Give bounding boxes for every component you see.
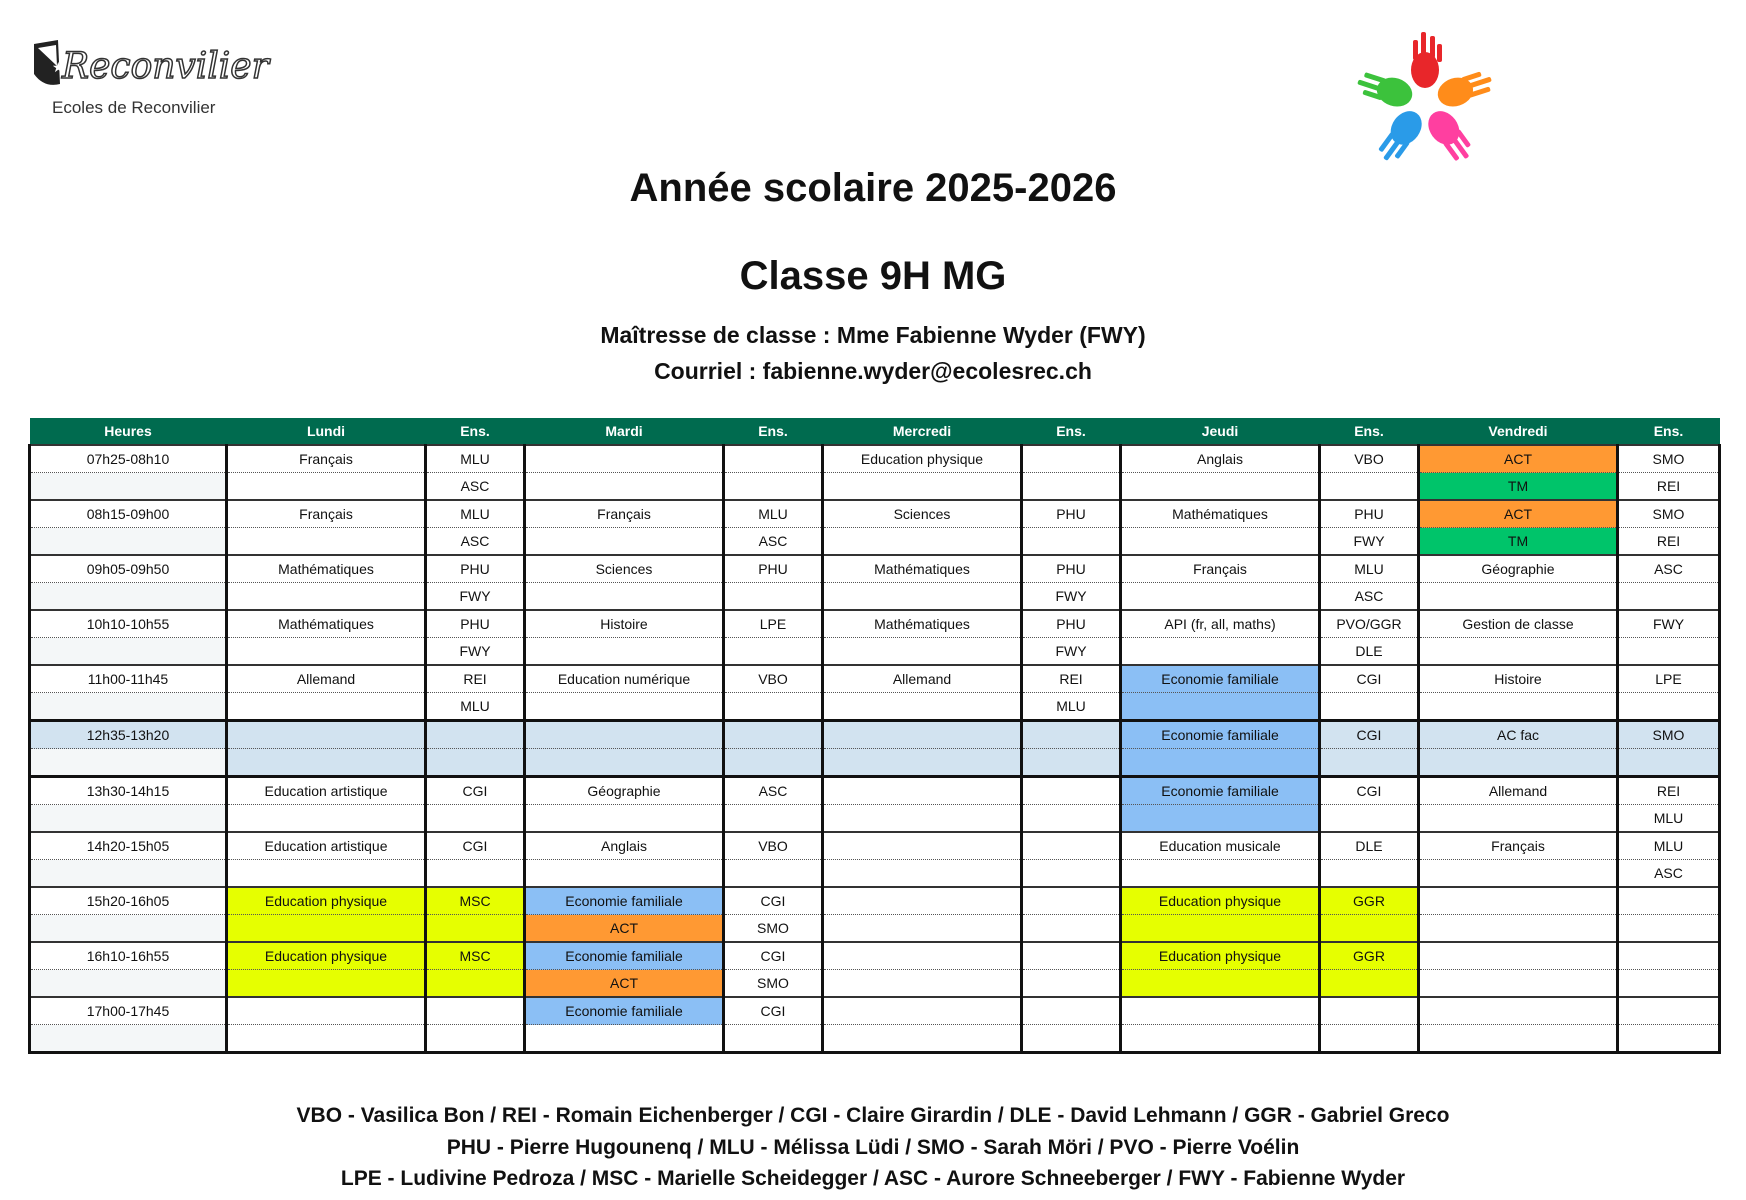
teacher-cell: PHU (1022, 610, 1121, 638)
subject-cell (1419, 970, 1618, 998)
teacher-cell (1320, 749, 1419, 777)
time-slot: 08h15-09h00 (30, 500, 227, 528)
subject-cell: Education artistique (227, 832, 426, 860)
subject-cell (823, 997, 1022, 1025)
teacher-legend-line-1: VBO - Vasilica Bon / REI - Romain Eichenberger / CGI - Claire Girardin / DLE - David Lehmann / GGR - Gabriel Greco (296, 1104, 1450, 1127)
teacher-cell (1022, 473, 1121, 501)
column-header: Jeudi (1121, 418, 1320, 445)
teacher-cell: REI (426, 665, 525, 693)
time-slot: 11h00-11h45 (30, 665, 227, 693)
teacher-cell: FWY (426, 638, 525, 666)
teacher-cell: ASC (1618, 555, 1720, 583)
subject-cell (823, 749, 1022, 777)
subject-cell (1121, 638, 1320, 666)
teacher-cell: MSC (426, 887, 525, 915)
teacher-cell: ASC (724, 777, 823, 805)
subject-cell: AC fac (1419, 721, 1618, 749)
subject-cell: Education physique (1121, 942, 1320, 970)
reconvilier-crest-icon (30, 26, 269, 96)
teacher-cell (1618, 583, 1720, 611)
teacher-email: Courriel : fabienne.wyder@ecolesrec.ch (654, 358, 1092, 384)
subject-cell: Economie familiale (1121, 721, 1320, 749)
timetable-row (30, 610, 1720, 638)
subject-cell (1121, 1025, 1320, 1053)
teacher-cell: MLU (426, 445, 525, 473)
teacher-cell: CGI (1320, 665, 1419, 693)
subject-cell: Géographie (1419, 555, 1618, 583)
subject-cell (1419, 860, 1618, 888)
subject-cell: Mathématiques (227, 610, 426, 638)
subject-cell (227, 528, 426, 556)
subject-cell (1419, 749, 1618, 777)
subject-cell (525, 721, 724, 749)
subject-cell: Economie familiale (525, 887, 724, 915)
subject-cell: TM (1419, 528, 1618, 556)
subject-cell: Sciences (823, 500, 1022, 528)
time-slot (30, 638, 227, 666)
time-slot (30, 693, 227, 721)
subject-cell (1121, 805, 1320, 833)
subject-cell: ACT (1419, 445, 1618, 473)
teacher-cell: ASC (1320, 583, 1419, 611)
teacher-cell (724, 445, 823, 473)
subject-cell: Anglais (1121, 445, 1320, 473)
subject-cell (525, 473, 724, 501)
timetable-row (30, 997, 1720, 1025)
time-slot: 16h10-16h55 (30, 942, 227, 970)
time-slot (30, 970, 227, 998)
teacher-cell: SMO (724, 915, 823, 943)
timetable-row (30, 805, 1720, 833)
teacher-legend-line-3: LPE - Ludivine Pedroza / MSC - Marielle Scheidegger / ASC - Aurore Schneeberger / FWY - Fabienne Wyder (340, 1167, 1406, 1190)
teacher-cell: CGI (724, 997, 823, 1025)
teacher-cell (724, 473, 823, 501)
subject-cell (1419, 805, 1618, 833)
teacher-cell (1022, 1025, 1121, 1053)
teacher-cell (1320, 693, 1419, 721)
subject-cell: ACT (1419, 500, 1618, 528)
timetable-row (30, 473, 1720, 501)
subject-cell: Histoire (525, 610, 724, 638)
teacher-cell: FWY (1022, 638, 1121, 666)
hands-logo (1358, 24, 1493, 184)
timetable-row (30, 942, 1720, 970)
teacher-cell (1618, 915, 1720, 943)
subject-cell (1121, 583, 1320, 611)
column-header: Mardi (525, 418, 724, 445)
subject-cell: Education physique (823, 445, 1022, 473)
teacher-cell (1022, 805, 1121, 833)
subject-cell: Gestion de classe (1419, 610, 1618, 638)
subject-cell: Education musicale (1121, 832, 1320, 860)
teacher-cell: LPE (724, 610, 823, 638)
svg-text:Reconvilier: Reconvilier (62, 46, 269, 87)
teacher-cell: SMO (724, 970, 823, 998)
time-slot (30, 583, 227, 611)
teacher-cell (1022, 997, 1121, 1025)
teacher-cell: MLU (724, 500, 823, 528)
time-slot: 13h30-14h15 (30, 777, 227, 805)
time-slot (30, 1025, 227, 1053)
subject-cell: TM (1419, 473, 1618, 501)
subject-cell: Français (227, 500, 426, 528)
timetable-row (30, 500, 1720, 528)
subject-cell (1419, 997, 1618, 1025)
subject-cell: Allemand (1419, 777, 1618, 805)
subject-cell (525, 693, 724, 721)
timetable-row (30, 665, 1720, 693)
teacher-cell (1320, 805, 1419, 833)
subject-cell: Education artistique (227, 777, 426, 805)
teacher-cell (426, 970, 525, 998)
teacher-cell: DLE (1320, 832, 1419, 860)
subject-cell (1419, 693, 1618, 721)
subject-cell (525, 805, 724, 833)
teacher-cell: GGR (1320, 887, 1419, 915)
subject-cell: Mathématiques (823, 610, 1022, 638)
teacher-cell (1022, 915, 1121, 943)
teacher-cell: MSC (426, 942, 525, 970)
subject-cell: ACT (525, 915, 724, 943)
teacher-cell (426, 805, 525, 833)
subject-cell (823, 583, 1022, 611)
subject-cell: Economie familiale (525, 997, 724, 1025)
subject-cell (227, 860, 426, 888)
subject-cell (525, 860, 724, 888)
subject-cell: Sciences (525, 555, 724, 583)
subject-cell (227, 693, 426, 721)
subject-cell (1419, 942, 1618, 970)
svg-text:★: ★ (52, 59, 65, 75)
timetable-row (30, 1025, 1720, 1053)
subject-cell (227, 473, 426, 501)
subject-cell (227, 749, 426, 777)
subject-cell (823, 887, 1022, 915)
subject-cell (227, 997, 426, 1025)
subject-cell: Economie familiale (525, 942, 724, 970)
subject-cell: Allemand (227, 665, 426, 693)
subject-cell: Education physique (227, 887, 426, 915)
subject-cell (227, 1025, 426, 1053)
teacher-cell: LPE (1618, 665, 1720, 693)
teacher-cell: ASC (724, 528, 823, 556)
subject-cell (1419, 887, 1618, 915)
teacher-legend-line-2: PHU - Pierre Hugounenq / MLU - Mélissa Lüdi / SMO - Sarah Möri / PVO - Pierre Voélin (446, 1136, 1300, 1159)
teacher-cell (1320, 1025, 1419, 1053)
subject-cell (823, 777, 1022, 805)
timetable-row (30, 721, 1720, 749)
subject-cell: Economie familiale (1121, 777, 1320, 805)
teacher-cell: CGI (1320, 721, 1419, 749)
teacher-cell (426, 915, 525, 943)
timetable-row (30, 445, 1720, 473)
teacher-cell: PVO/GGR (1320, 610, 1419, 638)
subject-cell (1121, 749, 1320, 777)
subject-cell: Economie familiale (1121, 665, 1320, 693)
subject-cell (227, 638, 426, 666)
teacher-cell: DLE (1320, 638, 1419, 666)
timetable-row (30, 638, 1720, 666)
timetable-row (30, 777, 1720, 805)
subject-cell (1121, 915, 1320, 943)
teacher-cell (724, 693, 823, 721)
teacher-cell (1022, 445, 1121, 473)
teacher-cell: PHU (1320, 500, 1419, 528)
teacher-cell: FWY (426, 583, 525, 611)
reconvilier-logo (30, 26, 269, 126)
subject-cell (227, 970, 426, 998)
teacher-cell (426, 997, 525, 1025)
teacher-cell: GGR (1320, 942, 1419, 970)
subject-cell (1419, 1025, 1618, 1053)
subject-cell (1419, 583, 1618, 611)
subject-cell: Education physique (1121, 887, 1320, 915)
time-slot: 15h20-16h05 (30, 887, 227, 915)
subject-cell (823, 721, 1022, 749)
teacher-cell (724, 721, 823, 749)
subject-cell (525, 583, 724, 611)
teacher-cell (426, 1025, 525, 1053)
teacher-cell: VBO (724, 832, 823, 860)
teacher-cell (1022, 887, 1121, 915)
teacher-cell: CGI (426, 832, 525, 860)
subject-cell (227, 915, 426, 943)
timetable-row (30, 749, 1720, 777)
teacher-cell: FWY (1022, 583, 1121, 611)
subject-cell (823, 832, 1022, 860)
teacher-cell (1618, 638, 1720, 666)
subject-cell (823, 693, 1022, 721)
timetable-row (30, 970, 1720, 998)
time-slot (30, 860, 227, 888)
teacher-cell (1320, 473, 1419, 501)
teacher-cell (1618, 693, 1720, 721)
teacher-cell (1320, 860, 1419, 888)
teacher-cell (1618, 887, 1720, 915)
subject-cell: Géographie (525, 777, 724, 805)
subject-cell: Histoire (1419, 665, 1618, 693)
subject-cell: Français (227, 445, 426, 473)
teacher-cell (724, 1025, 823, 1053)
subject-cell (1121, 970, 1320, 998)
teacher-cell: FWY (1320, 528, 1419, 556)
teacher-cell: MLU (426, 693, 525, 721)
teacher-cell: SMO (1618, 721, 1720, 749)
time-slot: 07h25-08h10 (30, 445, 227, 473)
subject-cell (525, 749, 724, 777)
school-year-title: Année scolaire 2025-2026 (629, 166, 1117, 210)
column-header: Ens. (426, 418, 525, 445)
subject-cell: Mathématiques (823, 555, 1022, 583)
teacher-cell (1022, 832, 1121, 860)
teacher-cell: MLU (1618, 832, 1720, 860)
teacher-cell (1022, 970, 1121, 998)
teacher-cell (426, 860, 525, 888)
teacher-cell: ASC (426, 473, 525, 501)
timetable-row (30, 693, 1720, 721)
subject-cell (823, 970, 1022, 998)
subject-cell (227, 721, 426, 749)
school-name: Ecoles de Reconvilier (52, 98, 216, 117)
teacher-cell (426, 749, 525, 777)
timetable-row (30, 860, 1720, 888)
column-header: Ens. (724, 418, 823, 445)
subject-cell: Français (1419, 832, 1618, 860)
subject-cell (823, 1025, 1022, 1053)
subject-cell (823, 805, 1022, 833)
subject-cell (823, 915, 1022, 943)
subject-cell (525, 528, 724, 556)
teacher-cell: VBO (1320, 445, 1419, 473)
teacher-cell (1022, 942, 1121, 970)
subject-cell: Mathématiques (1121, 500, 1320, 528)
column-header: Ens. (1022, 418, 1121, 445)
subject-cell (1121, 693, 1320, 721)
subject-cell (227, 805, 426, 833)
teacher-cell (724, 805, 823, 833)
column-header: Heures (30, 418, 227, 445)
class-title: Classe 9H MG (739, 254, 1007, 298)
teacher-cell: ASC (426, 528, 525, 556)
teacher-cell (1022, 721, 1121, 749)
subject-cell (227, 583, 426, 611)
teacher-cell (1022, 528, 1121, 556)
subject-cell: Français (525, 500, 724, 528)
subject-cell (525, 445, 724, 473)
time-slot: 10h10-10h55 (30, 610, 227, 638)
teacher-cell (1320, 997, 1419, 1025)
teacher-cell (1618, 942, 1720, 970)
time-slot (30, 473, 227, 501)
teacher-cell (1022, 749, 1121, 777)
column-header: Vendredi (1419, 418, 1618, 445)
teacher-cell: FWY (1618, 610, 1720, 638)
time-slot (30, 528, 227, 556)
teacher-cell (724, 638, 823, 666)
teacher-cell: VBO (724, 665, 823, 693)
teacher-cell: PHU (426, 610, 525, 638)
teacher-cell: REI (1618, 777, 1720, 805)
teacher-cell: CGI (1320, 777, 1419, 805)
timetable-row (30, 915, 1720, 943)
time-slot: 12h35-13h20 (30, 721, 227, 749)
time-slot: 14h20-15h05 (30, 832, 227, 860)
teacher-cell (1022, 860, 1121, 888)
subject-cell: Allemand (823, 665, 1022, 693)
subject-cell (1121, 473, 1320, 501)
subject-cell (823, 473, 1022, 501)
teacher-cell: PHU (426, 555, 525, 583)
teacher-cell (1618, 997, 1720, 1025)
teacher-cell: MLU (1022, 693, 1121, 721)
teacher-cell (1618, 1025, 1720, 1053)
column-header: Ens. (1618, 418, 1720, 445)
teacher-cell (426, 721, 525, 749)
teacher-cell (724, 860, 823, 888)
teacher-cell: PHU (1022, 500, 1121, 528)
teacher-cell: CGI (724, 942, 823, 970)
teacher-cell (1618, 749, 1720, 777)
subject-cell (1419, 638, 1618, 666)
teacher-cell (1022, 777, 1121, 805)
teacher-cell (1320, 970, 1419, 998)
timetable-row (30, 555, 1720, 583)
timetable (28, 418, 1721, 1054)
teacher-cell: REI (1022, 665, 1121, 693)
teacher-cell: ASC (1618, 860, 1720, 888)
timetable-row (30, 528, 1720, 556)
teacher-cell: REI (1618, 528, 1720, 556)
teacher-cell (1618, 970, 1720, 998)
subject-cell: Education physique (227, 942, 426, 970)
time-slot (30, 915, 227, 943)
subject-cell: Mathématiques (227, 555, 426, 583)
time-slot (30, 749, 227, 777)
teacher-cell: REI (1618, 473, 1720, 501)
teacher-cell: PHU (1022, 555, 1121, 583)
column-header: Ens. (1320, 418, 1419, 445)
subject-cell (823, 528, 1022, 556)
teacher-cell (724, 749, 823, 777)
timetable-row (30, 887, 1720, 915)
subject-cell (1121, 860, 1320, 888)
subject-cell: API (fr, all, maths) (1121, 610, 1320, 638)
time-slot: 09h05-09h50 (30, 555, 227, 583)
timetable-row (30, 832, 1720, 860)
subject-cell (525, 638, 724, 666)
timetable-row (30, 583, 1720, 611)
time-slot: 17h00-17h45 (30, 997, 227, 1025)
teacher-cell (724, 583, 823, 611)
colored-hands-icon (1358, 24, 1493, 184)
subject-cell: Français (1121, 555, 1320, 583)
teacher-cell: SMO (1618, 445, 1720, 473)
teacher-cell: CGI (724, 887, 823, 915)
teacher-cell: SMO (1618, 500, 1720, 528)
teacher-cell (1320, 915, 1419, 943)
subject-cell: Anglais (525, 832, 724, 860)
teacher-cell: MLU (426, 500, 525, 528)
teacher-cell: PHU (724, 555, 823, 583)
class-teacher: Maîtresse de classe : Mme Fabienne Wyder (FWY) (600, 322, 1146, 348)
time-slot (30, 805, 227, 833)
teacher-cell: CGI (426, 777, 525, 805)
column-header: Mercredi (823, 418, 1022, 445)
teacher-cell: MLU (1618, 805, 1720, 833)
column-header: Lundi (227, 418, 426, 445)
teacher-cell: MLU (1320, 555, 1419, 583)
subject-cell (525, 1025, 724, 1053)
timetable-header (30, 418, 1720, 445)
subject-cell (1419, 915, 1618, 943)
subject-cell (1121, 997, 1320, 1025)
subject-cell (823, 860, 1022, 888)
subject-cell (823, 942, 1022, 970)
subject-cell (1121, 528, 1320, 556)
subject-cell: Education numérique (525, 665, 724, 693)
subject-cell: ACT (525, 970, 724, 998)
subject-cell (823, 638, 1022, 666)
